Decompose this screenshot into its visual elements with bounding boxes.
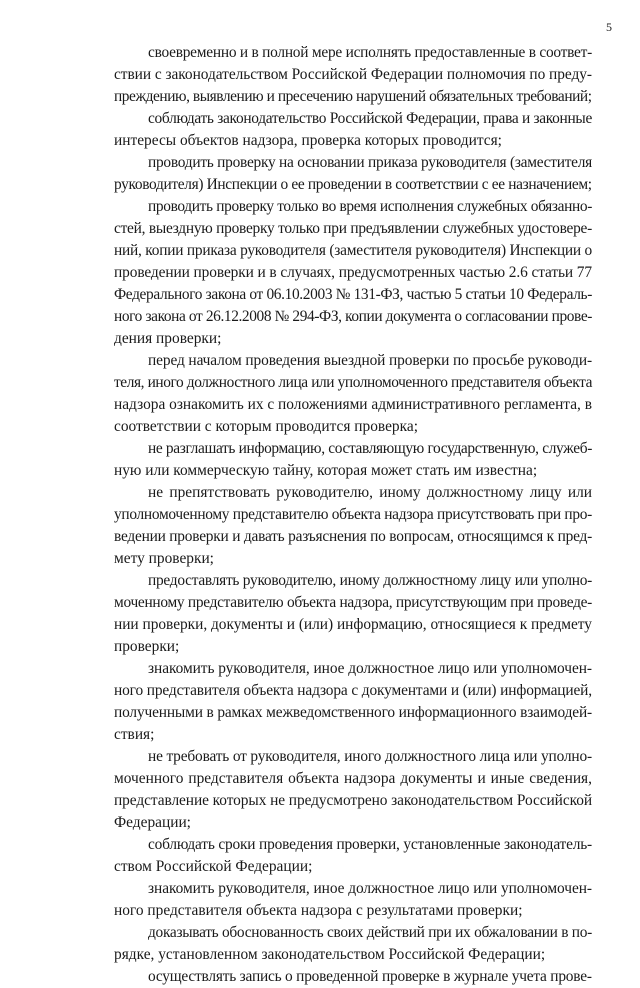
paragraph-line: представление которых не предусмотрено законодательством Российской: [114, 792, 592, 809]
paragraph: [114, 746, 592, 834]
paragraph-line: проверки;: [114, 638, 180, 655]
paragraph-line: теля, иного должностного лица или уполномоченного представителя объекта: [114, 374, 592, 391]
paragraph: [114, 438, 592, 482]
paragraph-line: доказывать обоснованность своих действий при их обжаловании в по-: [148, 924, 592, 941]
paragraph-line: нии проверки, документы и (или) информацию, относящиеся к предмету: [114, 616, 592, 633]
paragraph-line: проводить проверку на основании приказа руководителя (заместителя: [148, 154, 592, 171]
paragraph-line: перед началом проведения выездной проверки по просьбе руководи-: [148, 352, 592, 369]
paragraph-line: стей, выездную проверку только при предъявлении служебных удостовере-: [114, 220, 592, 237]
paragraph: [114, 878, 592, 922]
paragraph-line: надзора ознакомить их с положениями административного регламента, в: [114, 396, 592, 413]
paragraph-line: соблюдать сроки проведения проверки, установленные законодатель-: [148, 836, 592, 853]
paragraph-line: полученными в рамках межведомственного информационного взаимодей-: [114, 704, 592, 721]
paragraph: [114, 196, 592, 350]
paragraph-line: предоставлять руководителю, иному должностному лицу или уполно-: [148, 572, 592, 589]
paragraph-line: интересы объектов надзора, проверка которых проводится;: [114, 132, 502, 149]
document-body: [114, 42, 592, 988]
paragraph-line: соблюдать законодательство Российской Федерации, права и законные: [148, 110, 592, 127]
paragraph-line: руководителя) Инспекции о ее проведении в соответствии с ее назначением;: [114, 176, 592, 193]
paragraph-line: ного закона от 26.12.2008 № 294-ФЗ, копии документа о согласовании прове-: [114, 308, 592, 325]
paragraph-line: дения проверки;: [114, 330, 222, 347]
paragraph: [114, 482, 592, 570]
paragraph-line: ний, копии приказа руководителя (заместителя руководителя) Инспекции о: [114, 242, 592, 259]
paragraph: [114, 108, 592, 152]
paragraph: [114, 966, 592, 988]
paragraph-line: ствии с законодательством Российской Федерации полномочия по преду-: [114, 66, 592, 83]
paragraph: [114, 152, 592, 196]
paragraph-line: проводить проверку только во время исполнения служебных обязанно-: [148, 198, 592, 215]
paragraph-line: Федерации;: [114, 814, 191, 831]
paragraph-line: Федерального закона от 06.10.2003 № 131-ФЗ, частью 5 статьи 10 Федераль-: [114, 286, 592, 303]
paragraph-line: мету проверки;: [114, 550, 214, 567]
paragraph-line: ного представителя объекта надзора с документами и (или) информацией,: [114, 682, 592, 699]
paragraph-line: моченного представителя объекта надзора документы и иные сведения,: [114, 770, 592, 787]
paragraph-line: своевременно и в полной мере исполнять предоставленные в соответ-: [148, 44, 592, 61]
paragraph-line: преждению, выявлению и пресечению нарушений обязательных требований;: [114, 88, 592, 105]
paragraph-line: не требовать от руководителя, иного должностного лица или уполно-: [148, 748, 592, 765]
paragraph-line: ведении проверки и давать разъяснения по вопросам, относящимся к пред-: [114, 528, 592, 545]
paragraph-line: соответствии с которым проводится проверка;: [114, 418, 418, 435]
paragraph-line: не разглашать информацию, составляющую государственную, служеб-: [148, 440, 592, 457]
paragraph-line: рядке, установленном законодательством Российской Федерации;: [114, 946, 546, 963]
paragraph-line: ствия;: [114, 726, 155, 743]
paragraph-line: знакомить руководителя, иное должностное лицо или уполномочен-: [148, 660, 592, 677]
paragraph-line: ную или коммерческую тайну, которая может стать им известна;: [114, 462, 538, 479]
paragraph: [114, 922, 592, 966]
paragraph-line: проведении проверки и в случаях, предусмотренных частью 2.6 статьи 77: [114, 264, 592, 281]
paragraph-line: не препятствовать руководителю, иному должностному лицу или: [148, 484, 592, 501]
paragraph-line: ного представителя объекта надзора с результатами проверки;: [114, 902, 523, 919]
paragraph: [114, 350, 592, 438]
paragraph-line: осуществлять запись о проведенной проверке в журнале учета прове-: [148, 968, 592, 985]
paragraph-line: знакомить руководителя, иное должностное лицо или уполномочен-: [148, 880, 592, 897]
paragraph-line: ством Российской Федерации;: [114, 858, 313, 875]
paragraph-line: уполномоченному представителю объекта надзора присутствовать при про-: [114, 506, 592, 523]
paragraph: [114, 834, 592, 878]
paragraph: [114, 42, 592, 108]
paragraph-line: моченному представителю объекта надзора, присутствующим при проведе-: [114, 594, 592, 611]
page-number: 5: [606, 20, 612, 34]
paragraph: [114, 658, 592, 746]
paragraph: [114, 570, 592, 658]
